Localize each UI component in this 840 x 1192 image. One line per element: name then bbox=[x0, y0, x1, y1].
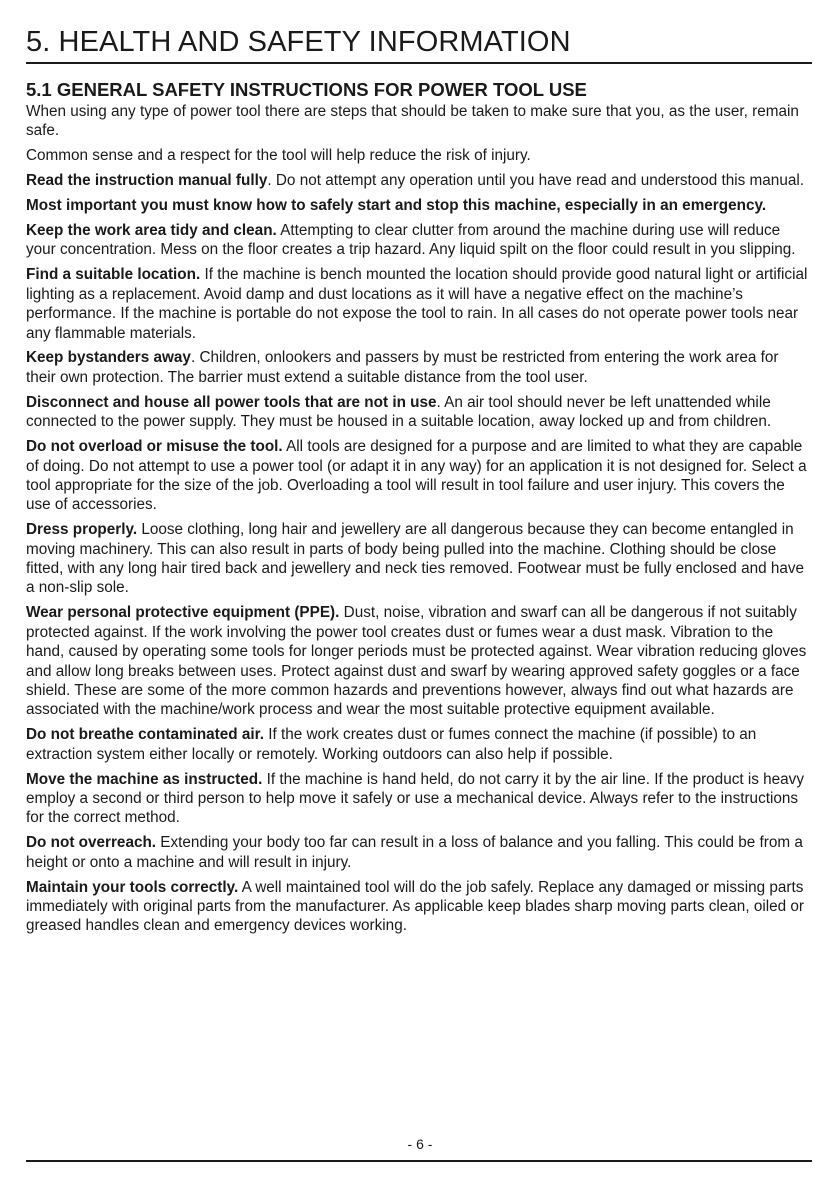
safety-paragraph bbox=[26, 725, 812, 764]
paragraph-lead: Do not breathe contaminated air. bbox=[26, 726, 264, 744]
section-title: 5.1 GENERAL SAFETY INSTRUCTIONS FOR POWER TOOL USE bbox=[26, 79, 587, 100]
paragraph-lead: Most important you must know how to safely start and stop this machine, especially in an emergency. bbox=[26, 197, 767, 215]
safety-paragraph bbox=[26, 196, 812, 215]
paragraph-text: Attempting to clear clutter from around the machine during use will reduce your concentration. Mess on the floor creates a trip hazard. Any liquid spilt on the floor could result in you slipping. bbox=[26, 222, 796, 259]
safety-paragraph bbox=[26, 146, 812, 165]
safety-paragraph bbox=[26, 520, 812, 598]
paragraph-text: Loose clothing, long hair and jewellery are all dangerous because they can become entangled in moving machinery. This can also result in parts of body being pulled into the machine. Clothing should be close fitted, with any long hair tired back and jewellery and neck ties removed. Footwear must be fully enclosed and have a non-slip sole. bbox=[26, 521, 805, 597]
paragraph-text: All tools are designed for a purpose and are limited to what they are capable of doing. Do not attempt to use a power tool (or adapt it in any way) for an application it is not designed for. Select a tool appropriate for the size of the job. Overloading a tool will result in tool failure and user injury. This covers the use of accessories. bbox=[26, 438, 807, 514]
safety-paragraph bbox=[26, 878, 812, 936]
paragraph-text: A well maintained tool will do the job safely. Replace any damaged or missing parts immediately with original parts from the manufacturer. As applicable keep blades sharp moving parts clean, oiled or greased handles clean and emergency devices working. bbox=[26, 878, 804, 935]
paragraph-text: Common sense and a respect for the tool will help reduce the risk of injury. bbox=[26, 147, 531, 165]
paragraph-text: Dust, noise, vibration and swarf can all be dangerous if not suitably protected against. If the work involving the power tool creates dust or fumes wear a dust mask. Vibration to the hand, caused by operating some tools for longer periods must be protected against. Wear vibration reducing gloves and allow long breaks between uses. Protect against dust and swarf by wearing approved safety goggles or a face shield. These are some of the more common hazards and preventions however, always find out what hazards are associated with the machine/work process and wear the most suitable protective equipment available. bbox=[26, 604, 807, 719]
paragraph-lead: Keep bystanders away bbox=[26, 349, 191, 367]
paragraph-lead: Read the instruction manual fully bbox=[26, 172, 268, 190]
safety-paragraph bbox=[26, 221, 812, 260]
paragraph-text: . Children, onlookers and passers by must be restricted from entering the work area for their own protection. The barrier must extend a suitable distance from the tool user. bbox=[26, 349, 779, 386]
manual-page bbox=[26, 0, 812, 941]
safety-paragraph bbox=[26, 603, 812, 719]
paragraph-lead: Move the machine as instructed. bbox=[26, 770, 263, 788]
paragraph-text: If the machine is hand held, do not carry it by the air line. If the product is heavy employ a second or third person to help move it safely or use a mechanical device. Always refer to the instructions for the correct method. bbox=[26, 770, 804, 827]
safety-paragraph bbox=[26, 171, 812, 190]
chapter-title: 5. HEALTH AND SAFETY INFORMATION bbox=[26, 26, 571, 58]
paragraph-lead: Keep the work area tidy and clean. bbox=[26, 222, 277, 240]
paragraph-lead: Do not overload or misuse the tool. bbox=[26, 438, 283, 456]
paragraph-text: . Do not attempt any operation until you have read and understood this manual. bbox=[267, 172, 804, 190]
paragraph-text: When using any type of power tool there are steps that should be taken to make sure that you, as the user, remain safe. bbox=[26, 103, 799, 140]
safety-paragraph bbox=[26, 437, 812, 515]
safety-paragraph bbox=[26, 102, 812, 141]
footer-rule bbox=[26, 1160, 812, 1162]
safety-paragraph bbox=[26, 348, 812, 387]
safety-paragraph bbox=[26, 265, 812, 343]
paragraph-text: If the machine is bench mounted the location should provide good natural light or artificial lighting as a replacement. Avoid damp and dust locations as it will have a negative effect on the machine’s performance. If the machine is portable do not expose the tool to rain. In all cases do not operate power tools near any flammable materials. bbox=[26, 266, 808, 342]
safety-paragraph bbox=[26, 770, 812, 828]
paragraph-lead: Do not overreach. bbox=[26, 834, 157, 852]
paragraph-lead: Maintain your tools correctly. bbox=[26, 878, 239, 896]
paragraph-lead: Wear personal protective equipment (PPE). bbox=[26, 604, 340, 622]
safety-paragraph bbox=[26, 393, 812, 432]
paragraph-text: Extending your body too far can result in a loss of balance and you falling. This could be from a height or onto a machine and will result in injury. bbox=[26, 834, 803, 871]
header-rule bbox=[26, 62, 812, 64]
safety-instructions-body bbox=[26, 102, 812, 936]
paragraph-text: . An air tool should never be left unattended while connected to the power supply. They must be housed in a suitable location, away locked up and from children. bbox=[26, 393, 772, 431]
paragraph-lead: Disconnect and house all power tools that are not in use bbox=[26, 393, 437, 411]
paragraph-text: If the work creates dust or fumes connect the machine (if possible) to an extraction system either locally or remotely. Working outdoors can also help if possible. bbox=[26, 726, 757, 763]
paragraph-lead: Find a suitable location. bbox=[26, 266, 201, 284]
safety-paragraph bbox=[26, 833, 812, 872]
paragraph-lead: Dress properly. bbox=[26, 521, 138, 539]
page-number: - 6 - bbox=[407, 1136, 433, 1152]
